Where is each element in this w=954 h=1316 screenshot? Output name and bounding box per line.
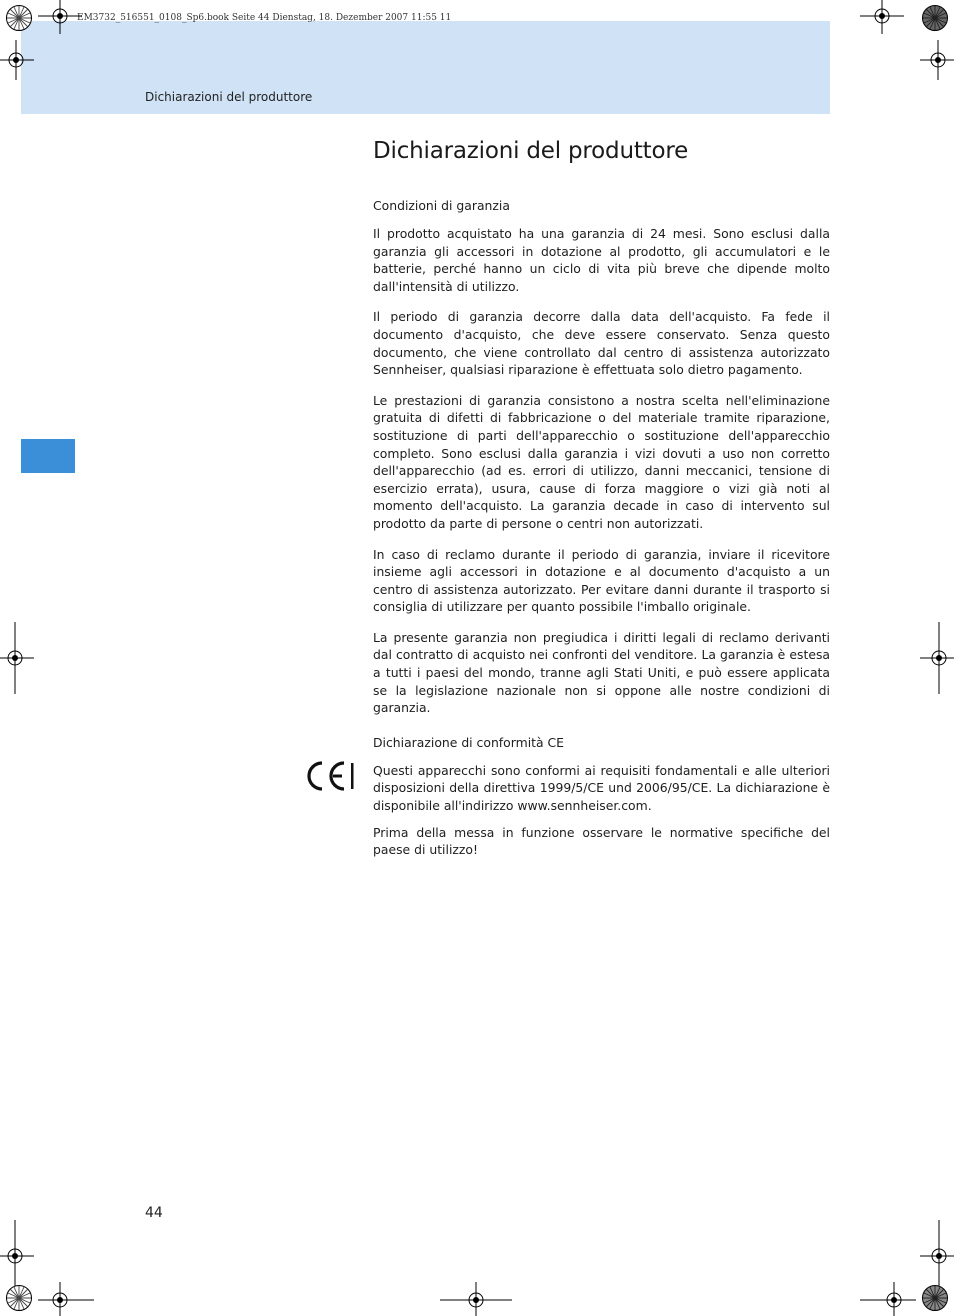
registration-mark-icon xyxy=(0,622,34,694)
registration-mark-icon xyxy=(860,1282,916,1316)
chapter-tab xyxy=(21,439,75,473)
page-number: 44 xyxy=(145,1205,163,1221)
page-title: Dichiarazioni del produttore xyxy=(373,138,689,164)
registration-mark-icon xyxy=(860,0,904,34)
conformity-paragraph-2: Prima della messa in funzione osservare le normative specifiche del paese di utilizzo! xyxy=(373,824,830,858)
conformity-paragraph-1: Questi apparecchi sono conformi ai requisiti fondamentali e alle ulteriori disposizioni della direttiva 1999/5/CE und 2006/95/CE. La dichiarazione è disponibile all'indirizzo www.sennheiser.com. xyxy=(373,762,830,814)
registration-mark-icon xyxy=(0,40,34,80)
color-calibration-dial-icon xyxy=(921,4,949,32)
section-heading-warranty: Condizioni di garanzia xyxy=(373,198,510,213)
registration-mark-icon xyxy=(38,0,82,34)
warranty-paragraph-2: Il periodo di garanzia decorre dalla data dell'acquisto. Fa fede il documento d'acquisto, che deve essere conservato. Senza questo documento, che viene controllato dal centro di assistenza autorizzato Sennheiser, qualsiasi riparazione è effettuata solo dietro pagamento. xyxy=(373,309,830,378)
registration-mark-icon xyxy=(920,1220,954,1292)
color-calibration-dial-icon xyxy=(921,1284,949,1312)
color-calibration-dial-icon xyxy=(5,1284,33,1312)
registration-mark-icon xyxy=(920,622,954,694)
warranty-paragraph-5: La presente garanzia non pregiudica i diritti legali di reclamo derivanti dal contratto di acquisto nei confronti del venditore. La garanzia è estesa a tutti i paesi del mondo, tranne agli Stati Uniti, e può essere applicata se la legislazione nazionale non si oppone alle nostre condizioni di garanzia. xyxy=(373,629,830,716)
warranty-paragraph-3: Le prestazioni di garanzia consistono a nostra scelta nell'eliminazione gratuita di difetti di fabbricazione o del materiale tramite riparazione, sostituzione di parti dell'apparecchio o sostituzione dell'apparecchio completo. Sono esclusi dalla garanzia i vizi dovuti a uso non corretto dell'apparecchio (ad es. errori di utilizzo, danni meccanici, tensione di esercizio errata), usura, cause di forza maggiore o vizi già noti al momento dell'acquisto. La garanzia decade in caso di intervento sul prodotto da parte di persone o centri non autorizzati. xyxy=(373,392,830,531)
registration-mark-icon xyxy=(920,40,954,80)
registration-mark-icon xyxy=(440,1282,512,1316)
registration-mark-icon xyxy=(38,1282,94,1316)
warranty-paragraph-1: Il prodotto acquistato ha una garanzia di 24 mesi. Sono esclusi dalla garanzia gli accessori in dotazione al prodotto, gli accumulatori e le batterie, perché hanno un ciclo di vita più breve che dipende molto dall'intensità di utilizzo. xyxy=(373,226,830,294)
running-header: Dichiarazioni del produttore xyxy=(145,90,313,104)
print-slug: EM3732_516551_0108_Sp6.book Seite 44 Dienstag, 18. Dezember 2007 11:55 11 xyxy=(77,13,452,23)
warranty-paragraph-4: In caso di reclamo durante il periodo di garanzia, inviare il ricevitore insieme agli accessori in dotazione e al documento d'acquisto a un centro di assistenza autorizzato. Per evitare danni durante il trasporto si consiglia di utilizzare per quanto possibile l'imballo originale. xyxy=(373,546,830,615)
ce-mark-icon xyxy=(306,760,354,792)
main-content xyxy=(373,138,830,872)
header-band xyxy=(21,21,830,114)
color-calibration-dial-icon xyxy=(5,4,33,32)
section-heading-conformity: Dichiarazione di conformità CE xyxy=(373,734,565,750)
registration-mark-icon xyxy=(0,1220,34,1292)
